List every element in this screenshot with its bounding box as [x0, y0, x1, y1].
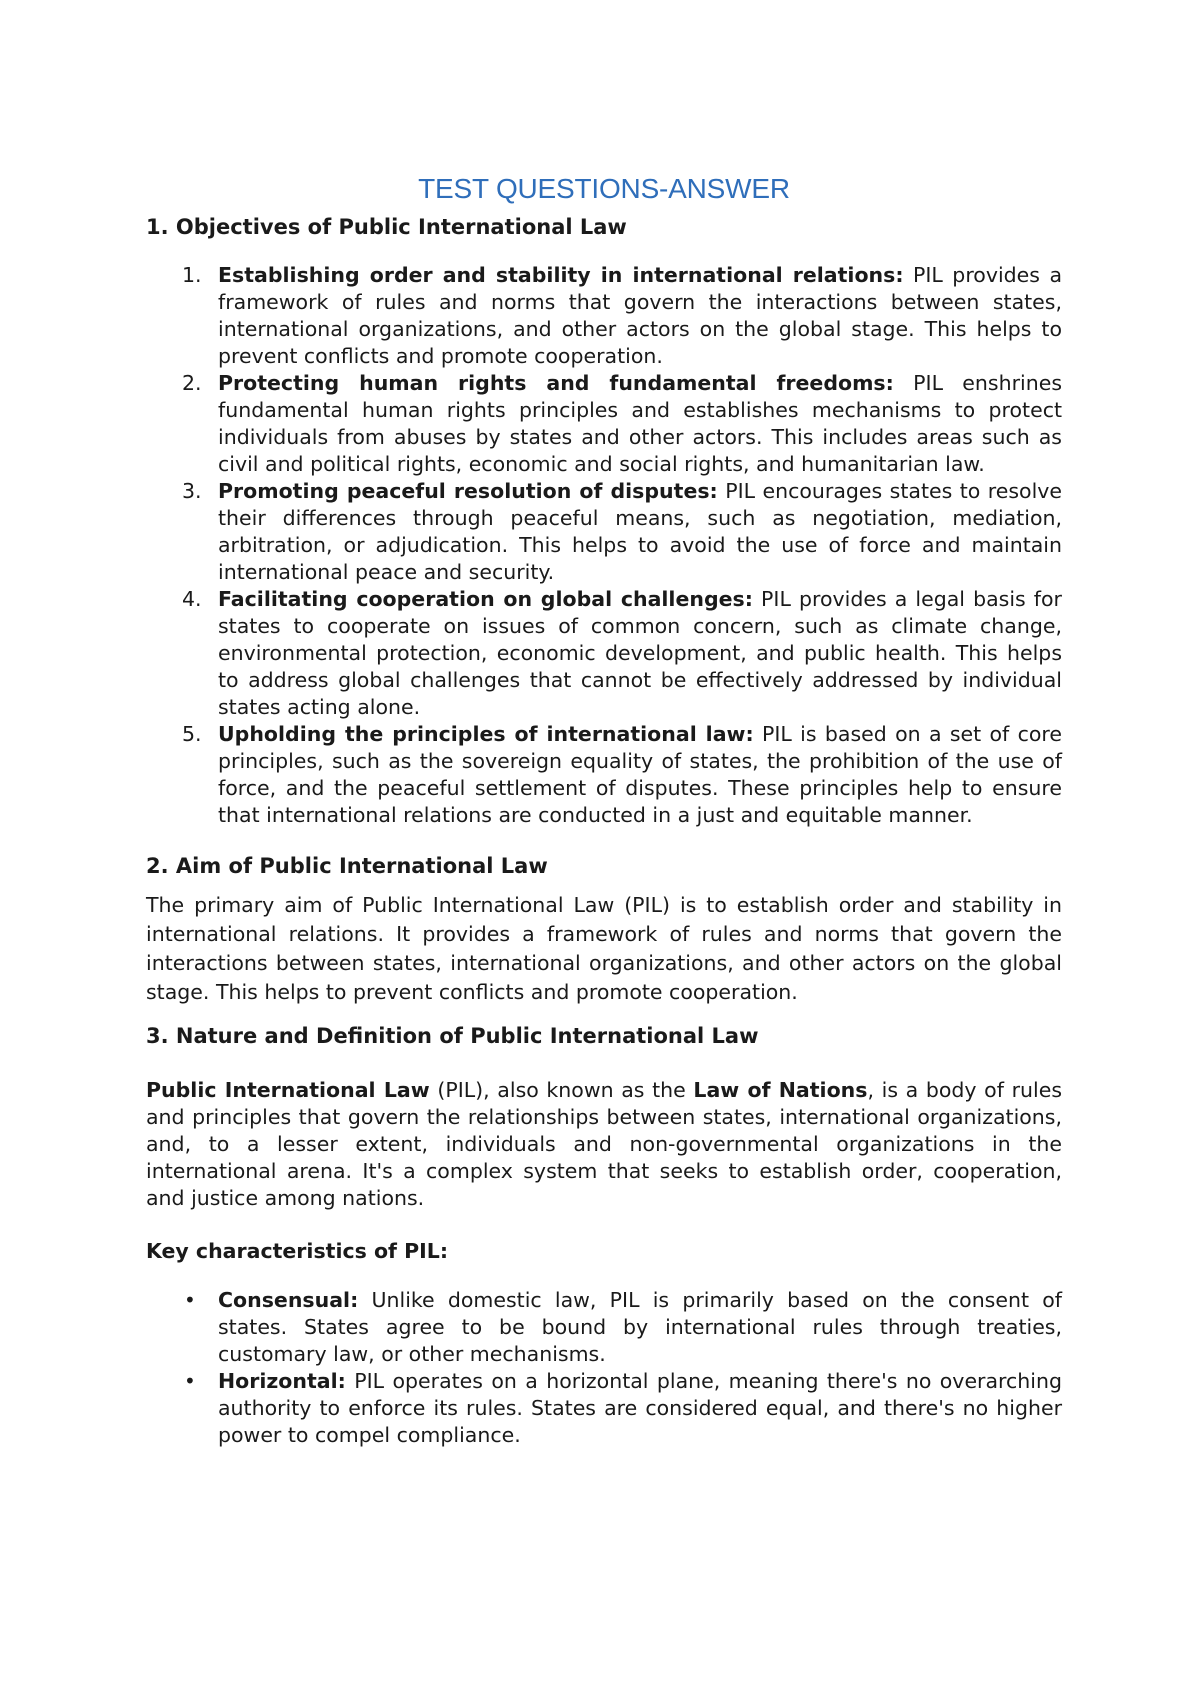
definition-text-2: , is a body of rules and principles that govern the relationships between states, international organizations, and, to a lesser extent, individuals and non-governmental organizations in the international arena. It's a complex system that seeks to establish order, cooperation, and justice among nations.	[146, 1078, 1062, 1210]
item-label: Facilitating cooperation on global challenges:	[218, 587, 753, 611]
item-label: Upholding the principles of international law:	[218, 722, 754, 746]
list-number: 5.	[182, 722, 202, 746]
list-number: 2.	[182, 371, 202, 395]
section-3-heading: 3. Nature and Definition of Public International Law	[146, 1024, 759, 1048]
item-label: Horizontal:	[218, 1369, 346, 1393]
item-label: Establishing order and stability in international relations:	[218, 263, 904, 287]
item-text: Unlike domestic law, PIL is primarily based on the consent of states. States agree to be bound by international rules through treaties, customary law, or other mechanisms.	[218, 1288, 1062, 1366]
bullet-icon: •	[184, 1288, 196, 1312]
key-characteristics-heading: Key characteristics of PIL:	[146, 1239, 449, 1263]
definition-paragraph	[146, 1077, 1062, 1212]
aim-paragraph: The primary aim of Public International Law (PIL) is to establish order and stability in international relations. It provides a framework of rules and norms that govern the interactions between states, international organizations, and other actors on the global stage. This helps to prevent conflicts and promote cooperation.	[146, 893, 1062, 1004]
bullet-icon: •	[184, 1369, 196, 1393]
item-text: PIL is based on a set of core principles, such as the sovereign equality of states, the prohibition of the use of force, and the peaceful settlement of disputes. These principles help to ensure that international relations are conducted in a just and equitable manner.	[218, 722, 1062, 827]
list-item	[146, 262, 1062, 370]
list-item	[146, 370, 1062, 478]
item-text: PIL encourages states to resolve their differences through peaceful means, such as negotiation, mediation, arbitration, or adjudication. This helps to avoid the use of force and maintain international peace and security.	[218, 479, 1063, 584]
list-item	[146, 1368, 1062, 1449]
item-text: PIL operates on a horizontal plane, meaning there's no overarching authority to enforce its rules. States are considered equal, and there's no higher power to compel compliance.	[218, 1369, 1062, 1447]
definition-term: Public International Law	[146, 1078, 430, 1102]
list-item	[146, 586, 1062, 721]
definition-term-2: Law of Nations	[693, 1078, 868, 1102]
item-label: Protecting human rights and fundamental freedoms:	[218, 371, 894, 395]
list-item	[146, 1287, 1062, 1368]
list-item	[146, 721, 1062, 829]
item-text: PIL provides a framework of rules and norms that govern the interactions between states, international organizations, and other actors on the global stage. This helps to prevent conflicts and promote cooperation.	[218, 263, 1063, 368]
item-text: PIL provides a legal basis for states to cooperate on issues of common concern, such as climate change, environmental protection, economic development, and public health. This helps to address global challenges that cannot be effectively addressed by individual states acting alone.	[218, 587, 1062, 719]
definition-text-1: (PIL), also known as the	[429, 1078, 694, 1102]
list-number: 4.	[182, 587, 202, 611]
item-label: Promoting peaceful resolution of disputes:	[218, 479, 718, 503]
characteristics-list	[146, 1287, 1062, 1449]
list-item	[146, 478, 1062, 586]
section-1-heading: 1. Objectives of Public International Law	[146, 215, 627, 239]
document-title: TEST QUESTIONS-ANSWER	[418, 173, 790, 204]
list-number: 1.	[182, 263, 202, 287]
item-label: Consensual:	[218, 1288, 359, 1312]
section-2-heading: 2. Aim of Public International Law	[146, 854, 548, 878]
list-number: 3.	[182, 479, 202, 503]
document-page	[146, 172, 1062, 1449]
objectives-list	[146, 262, 1062, 829]
item-text: PIL enshrines fundamental human rights principles and establishes mechanisms to protect individuals from abuses by states and other actors. This includes areas such as civil and political rights, economic and social rights, and humanitarian law.	[218, 371, 1062, 476]
